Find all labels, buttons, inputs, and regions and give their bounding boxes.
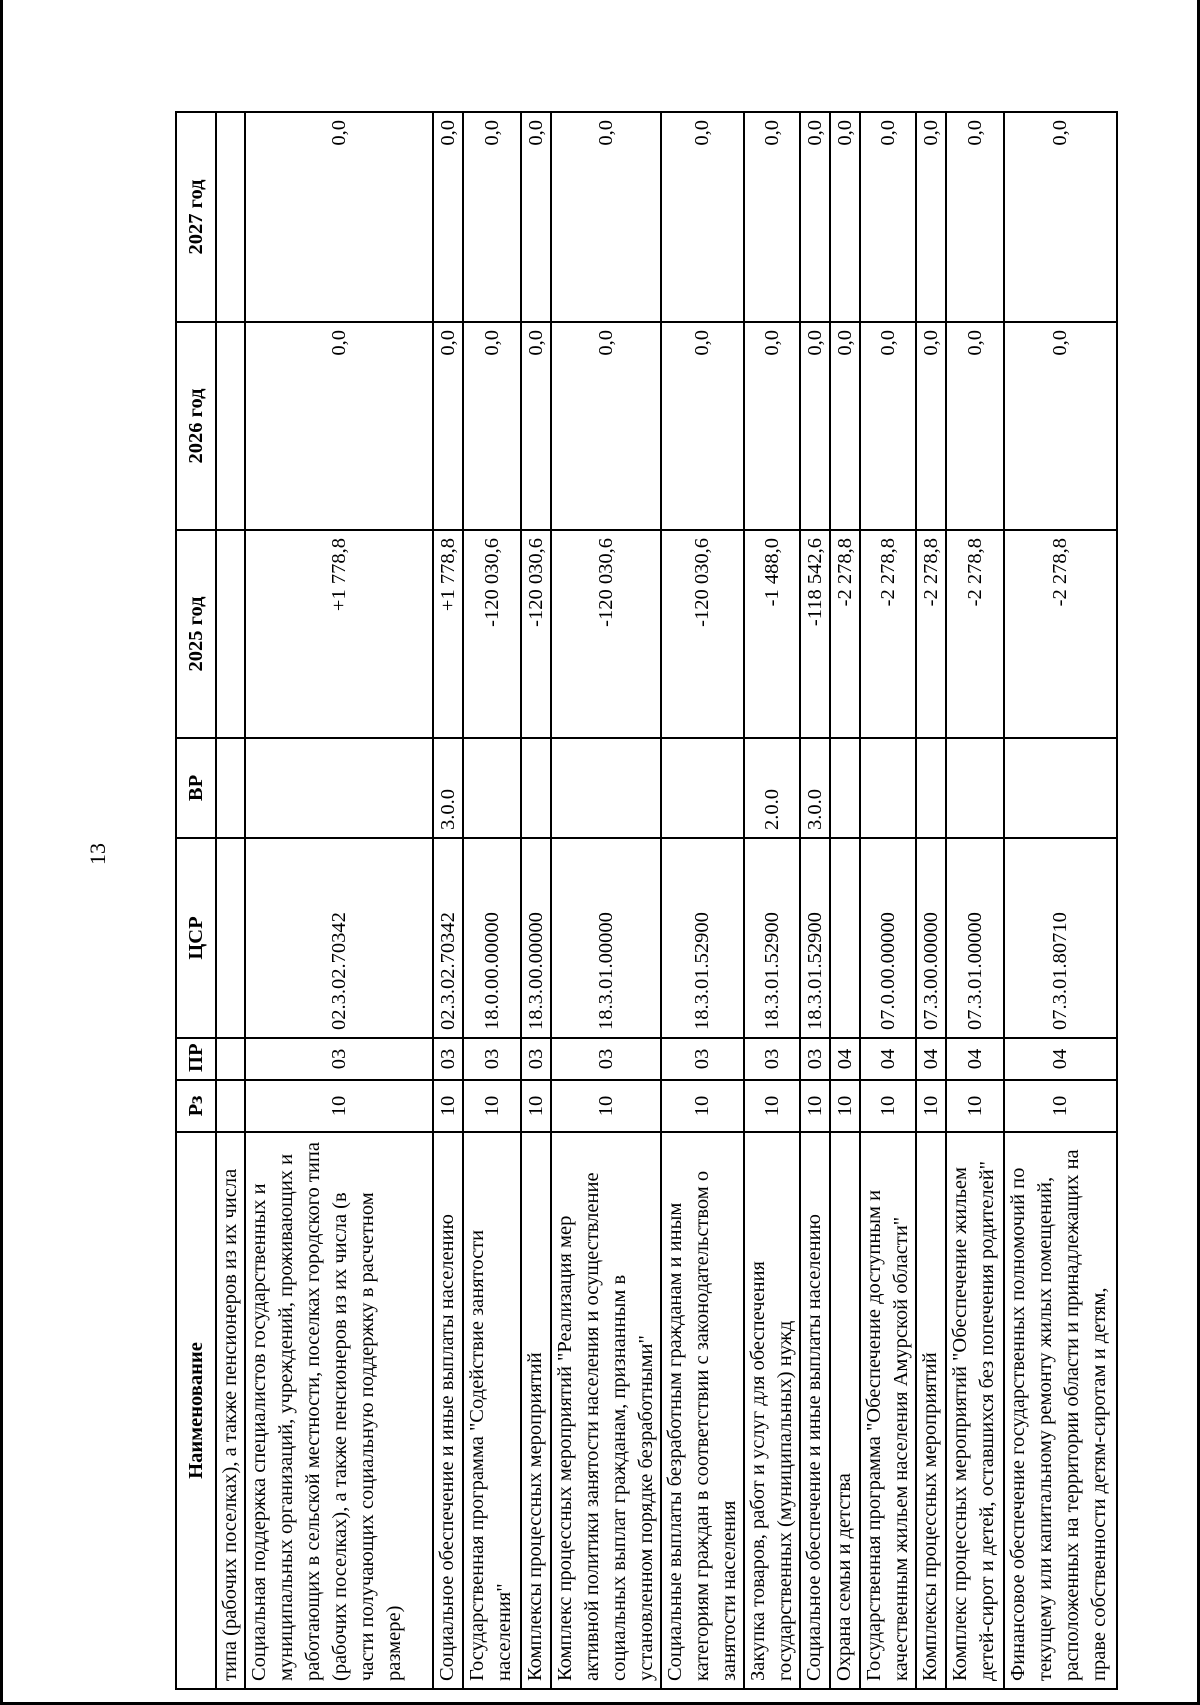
csr-cell: 02.3.02.70342 — [433, 838, 463, 1038]
csr-cell: 18.3.00.00000 — [521, 838, 551, 1038]
vr-cell: 3.0.0 — [433, 738, 463, 838]
value-2027-cell: 0,0 — [800, 112, 830, 322]
vr-cell — [860, 738, 916, 838]
table-row — [1004, 112, 1117, 1689]
csr-cell: 07.0.00.00000 — [860, 838, 916, 1038]
name-cell: Комплексы процессных мероприятий — [916, 1132, 946, 1689]
value-2025-cell: -118 542,6 — [800, 530, 830, 738]
csr-cell: 18.3.01.00000 — [551, 838, 661, 1038]
rz-cell: 10 — [916, 1080, 946, 1132]
value-2026-cell: 0,0 — [744, 322, 800, 530]
value-2025-cell: -120 030,6 — [661, 530, 744, 738]
vr-cell — [216, 738, 245, 838]
csr-cell — [830, 838, 860, 1038]
table-row — [800, 112, 830, 1689]
value-2027-cell: 0,0 — [463, 112, 521, 322]
pr-cell: 03 — [433, 1038, 463, 1080]
value-2026-cell: 0,0 — [916, 322, 946, 530]
vr-cell: 3.0.0 — [800, 738, 830, 838]
vr-cell: 2.0.0 — [744, 738, 800, 838]
csr-cell: 02.3.02.70342 — [245, 838, 433, 1038]
vr-cell — [521, 738, 551, 838]
rz-cell: 10 — [860, 1080, 916, 1132]
pr-cell: 03 — [551, 1038, 661, 1080]
table-row — [216, 112, 245, 1689]
header-pr: ПР — [176, 1038, 216, 1080]
value-2026-cell: 0,0 — [946, 322, 1004, 530]
pr-cell — [216, 1038, 245, 1080]
rz-cell: 10 — [551, 1080, 661, 1132]
rz-cell: 10 — [661, 1080, 744, 1132]
header-2025: 2025 год — [176, 530, 216, 738]
pr-cell: 03 — [661, 1038, 744, 1080]
value-2026-cell: 0,0 — [860, 322, 916, 530]
csr-cell: 07.3.01.00000 — [946, 838, 1004, 1038]
value-2025-cell: -2 278,8 — [916, 530, 946, 738]
header-vr: ВР — [176, 738, 216, 838]
name-cell: Социальная поддержка специалистов государственных и муниципальных организаций, учреждений, проживающих и работающих в сельской местности, поселках городского типа (рабочих поселках), а также пенсионеров из их числа (в части получающих социальную поддержку в расчетном размере) — [245, 1132, 433, 1689]
name-cell: Социальное обеспечение и иные выплаты населению — [433, 1132, 463, 1689]
rz-cell: 10 — [830, 1080, 860, 1132]
value-2026-cell: 0,0 — [830, 322, 860, 530]
table-row — [521, 112, 551, 1689]
vr-cell — [830, 738, 860, 838]
csr-cell: 18.3.01.52900 — [800, 838, 830, 1038]
name-cell: Социальные выплаты безработным гражданам и иным категориям граждан в соответствии с законодательством о занятости населения — [661, 1132, 744, 1689]
value-2027-cell: 0,0 — [521, 112, 551, 322]
csr-cell: 18.3.01.52900 — [744, 838, 800, 1038]
value-2026-cell: 0,0 — [551, 322, 661, 530]
value-2026-cell: 0,0 — [433, 322, 463, 530]
table-header-row — [176, 112, 216, 1689]
value-2025-cell: -120 030,6 — [463, 530, 521, 738]
budget-table — [175, 111, 1118, 1690]
value-2025-cell: -2 278,8 — [946, 530, 1004, 738]
rz-cell: 10 — [946, 1080, 1004, 1132]
value-2027-cell: 0,0 — [916, 112, 946, 322]
rz-cell: 10 — [800, 1080, 830, 1132]
header-rz: Рз — [176, 1080, 216, 1132]
rz-cell: 10 — [521, 1080, 551, 1132]
csr-cell: 07.3.01.80710 — [1004, 838, 1117, 1038]
vr-cell — [1004, 738, 1117, 838]
pr-cell: 03 — [463, 1038, 521, 1080]
value-2027-cell: 0,0 — [946, 112, 1004, 322]
name-cell: Комплекс процессных мероприятий "Обеспечение жильем детей-сирот и детей, оставшихся без попечения родителей" — [946, 1132, 1004, 1689]
rz-cell: 10 — [463, 1080, 521, 1132]
header-2026: 2026 год — [176, 322, 216, 530]
table-row — [551, 112, 661, 1689]
pr-cell: 04 — [1004, 1038, 1117, 1080]
value-2025-cell: -120 030,6 — [521, 530, 551, 738]
vr-cell — [946, 738, 1004, 838]
value-2025-cell — [216, 530, 245, 738]
csr-cell — [216, 838, 245, 1038]
header-2027: 2027 год — [176, 112, 216, 322]
value-2027-cell: 0,0 — [860, 112, 916, 322]
table-row — [744, 112, 800, 1689]
name-cell: типа (рабочих поселках), а также пенсионеров из их числа — [216, 1132, 245, 1689]
value-2026-cell: 0,0 — [1004, 322, 1117, 530]
page-number: 13 — [85, 843, 110, 865]
rz-cell: 10 — [245, 1080, 433, 1132]
value-2026-cell: 0,0 — [661, 322, 744, 530]
name-cell: Комплексы процессных мероприятий — [521, 1132, 551, 1689]
header-csr: ЦСР — [176, 838, 216, 1038]
table-row — [661, 112, 744, 1689]
value-2027-cell: 0,0 — [245, 112, 433, 322]
table-row — [916, 112, 946, 1689]
rotated-table-container — [175, 113, 1110, 1690]
vr-cell — [916, 738, 946, 838]
pr-cell: 03 — [521, 1038, 551, 1080]
value-2025-cell: -2 278,8 — [860, 530, 916, 738]
value-2027-cell: 0,0 — [661, 112, 744, 322]
value-2026-cell: 0,0 — [800, 322, 830, 530]
rz-cell: 10 — [744, 1080, 800, 1132]
value-2027-cell — [216, 112, 245, 322]
value-2027-cell: 0,0 — [830, 112, 860, 322]
value-2025-cell: -120 030,6 — [551, 530, 661, 738]
name-cell: Охрана семьи и детства — [830, 1132, 860, 1689]
name-cell: Государственная программа "Обеспечение доступным и качественным жильем населения Амурской области" — [860, 1132, 916, 1689]
table-row — [860, 112, 916, 1689]
name-cell: Государственная программа "Содействие занятости населения" — [463, 1132, 521, 1689]
header-name: Наименование — [176, 1132, 216, 1689]
value-2025-cell: -2 278,8 — [1004, 530, 1117, 738]
value-2025-cell: -2 278,8 — [830, 530, 860, 738]
value-2027-cell: 0,0 — [1004, 112, 1117, 322]
table-row — [463, 112, 521, 1689]
csr-cell: 18.0.00.00000 — [463, 838, 521, 1038]
table-row — [946, 112, 1004, 1689]
name-cell: Социальное обеспечение и иные выплаты населению — [800, 1132, 830, 1689]
name-cell: Финансовое обеспечение государственных полномочий по текущему или капитальному ремонту жилых помещений, расположенных на территории области и принадлежащих на праве собственности детям-сиротам и детям, — [1004, 1132, 1117, 1689]
scan-edge-left — [0, 0, 3, 1705]
value-2025-cell: +1 778,8 — [433, 530, 463, 738]
vr-cell — [551, 738, 661, 838]
pr-cell: 04 — [946, 1038, 1004, 1080]
value-2027-cell: 0,0 — [433, 112, 463, 322]
csr-cell: 18.3.01.52900 — [661, 838, 744, 1038]
value-2027-cell: 0,0 — [551, 112, 661, 322]
pr-cell: 04 — [830, 1038, 860, 1080]
value-2025-cell: -1 488,0 — [744, 530, 800, 738]
table-row — [830, 112, 860, 1689]
value-2026-cell: 0,0 — [521, 322, 551, 530]
value-2025-cell: +1 778,8 — [245, 530, 433, 738]
vr-cell — [245, 738, 433, 838]
rz-cell — [216, 1080, 245, 1132]
pr-cell: 03 — [245, 1038, 433, 1080]
value-2026-cell: 0,0 — [463, 322, 521, 530]
table-body — [216, 112, 1117, 1689]
rz-cell: 10 — [1004, 1080, 1117, 1132]
value-2027-cell: 0,0 — [744, 112, 800, 322]
vr-cell — [661, 738, 744, 838]
pr-cell: 04 — [916, 1038, 946, 1080]
pr-cell: 03 — [800, 1038, 830, 1080]
pr-cell: 03 — [744, 1038, 800, 1080]
csr-cell: 07.3.00.00000 — [916, 838, 946, 1038]
table-row — [245, 112, 433, 1689]
name-cell: Комплекс процессных мероприятий "Реализация мер активной политики занятости населения и осуществление социальных выплат гражданам, признанным в установленном порядке безработными" — [551, 1132, 661, 1689]
name-cell: Закупка товаров, работ и услуг для обеспечения государственных (муниципальных) нужд — [744, 1132, 800, 1689]
value-2026-cell: 0,0 — [245, 322, 433, 530]
table-row — [433, 112, 463, 1689]
value-2026-cell — [216, 322, 245, 530]
pr-cell: 04 — [860, 1038, 916, 1080]
vr-cell — [463, 738, 521, 838]
rz-cell: 10 — [433, 1080, 463, 1132]
